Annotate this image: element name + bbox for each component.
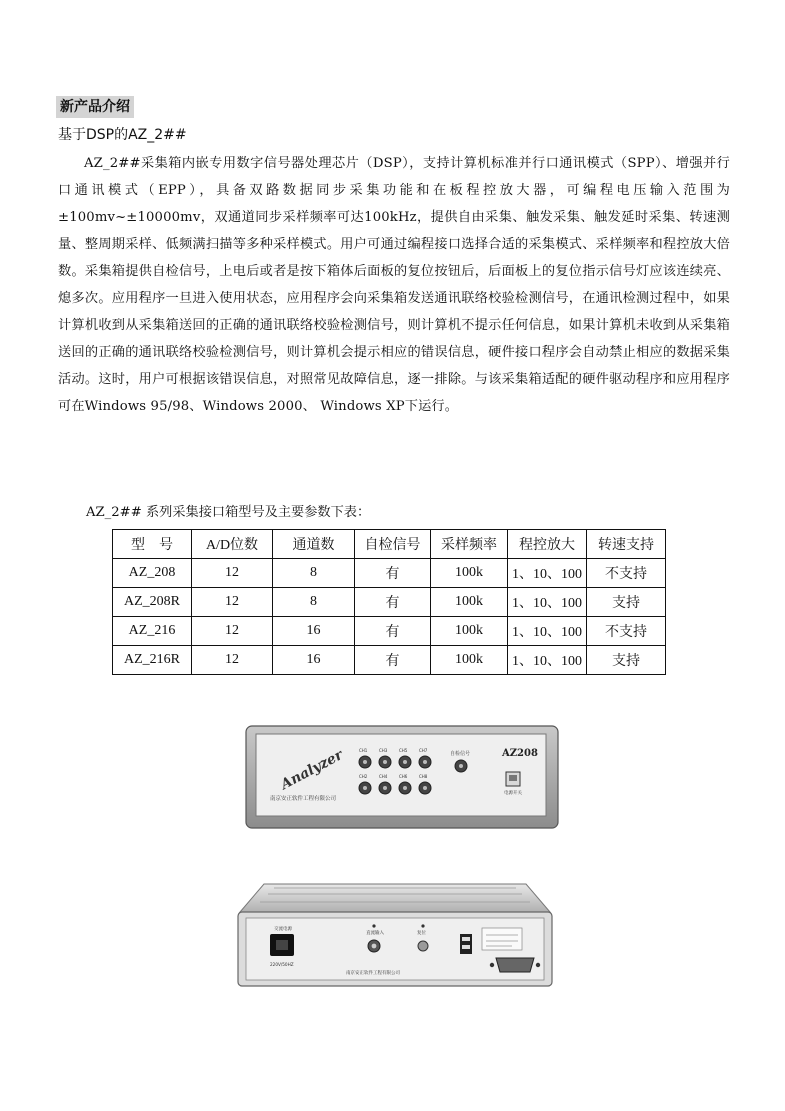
product-subtitle: 基于DSP的AZ_2## [58,127,187,143]
table-cell: 有 [355,617,431,646]
channel-label: CH4 [379,774,388,779]
model-label: AZ208 [502,748,538,759]
channel-label: CH8 [419,774,428,779]
voltage-label: 220V/50HZ [270,962,294,967]
specs-table [112,529,666,675]
table-cell: 有 [355,588,431,617]
table-cell: 12 [192,646,273,675]
table-cell: 16 [273,617,355,646]
table-caption: AZ_2## 系列采集接口箱型号及主要参数下表： [86,505,371,520]
header-cell: 程控放大 [508,530,587,559]
table-row [113,588,666,617]
table-cell: 有 [355,559,431,588]
product-description: AZ_2##采集箱内嵌专用数字信号器处理芯片（DSP），支持计算机标准并行口通讯模式（SPP）、增强并行口通讯模式（EPP），具备双路数据同步采集功能和在板程控放大器，可编程电压输入范围为±100mv~±10000mv，双通道同步采样频率可达100kHz，提供自由采集、触发采集、触发延时采集、转速测量、整周期采样、低频满扫描等多种采样模式。用户可通过编程接口选择合适的采集模式、采样频率和程控放大倍数。采集箱提供自检信号，上电后或者是按下箱体后面板的复位按钮后，后面板上的复位指示信号灯应该连续亮、熄多次。应用程序一旦进入使用状态，应用程序会向采集箱发送通讯联络校验检测信号，在通讯检测过程中，如果计算机收到从采集箱送回的正确的通讯联络校验检测信号，则计算机不提示任何信息，如果计算机未收到从采集箱送回的正确的通讯联络校验检测信号，则计算机会提示相应的错误信息，硬件接口程序会自动禁止相应的数据采集活动。这时，用户可根据该错误信息，对照常见故障信息，逐一排除。与该采集箱适配的硬件驱动程序和应用程序可在Windows 95/98、Windows 2000、 Windows XP下运行。 [58,156,730,414]
header-cell: 采样频率 [431,530,508,559]
channel-label: CH6 [399,774,408,779]
table-cell: AZ_208 [113,559,192,588]
serial-sticker [482,928,522,950]
table-row [113,617,666,646]
rear-power-label: 交流电源 [274,927,292,932]
table-cell: 12 [192,559,273,588]
table-cell: 支持 [587,646,666,675]
table-cell: 12 [192,617,273,646]
table-cell: 12 [192,588,273,617]
table-cell: 1、10、100 [508,588,587,617]
table-cell: 不支持 [587,617,666,646]
table-cell: 不支持 [587,559,666,588]
analyzer-logo: Analyzer [278,747,346,794]
table-cell: 有 [355,646,431,675]
table-cell: 1、10、100 [508,646,587,675]
reset-label: 复位 [417,931,426,936]
channel-label: CH5 [399,748,408,753]
table-cell: 100k [431,559,508,588]
table-cell: 8 [273,559,355,588]
table-cell: 100k [431,588,508,617]
rear-panel-photo [234,878,556,990]
rear-company-label: 南京安正软件工程有限公司 [346,971,400,976]
port-label: 直流输入 [366,931,384,936]
table-cell: 1、10、100 [508,617,587,646]
table-header-row [113,530,666,559]
selftest-bnc-connector [455,760,467,772]
power-switch-label: 电源开关 [504,791,522,796]
header-cell: A/D位数 [192,530,273,559]
table-row [113,559,666,588]
channel-label: CH2 [359,774,368,779]
table-cell: 100k [431,646,508,675]
header-cell: 转速支持 [587,530,666,559]
table-cell: 100k [431,617,508,646]
table-cell: AZ_208R [113,588,192,617]
header-cell: 通道数 [273,530,355,559]
reset-button [418,941,428,951]
table-cell: 支持 [587,588,666,617]
front-panel-photo [244,722,560,832]
header-cell: 型 号 [113,530,192,559]
table-cell: AZ_216R [113,646,192,675]
channel-label: CH7 [419,748,428,753]
front-company-label: 南京安正软件工程有限公司 [270,796,337,802]
channel-label: CH1 [359,748,368,753]
table-cell: AZ_216 [113,617,192,646]
table-cell: 1、10、100 [508,559,587,588]
header-cell: 自检信号 [355,530,431,559]
section-heading: 新产品介绍 [56,96,134,118]
table-row [113,646,666,675]
dc-input-connector [368,940,380,952]
table-cell: 8 [273,588,355,617]
selftest-label: 自检信号 [450,751,471,757]
channel-label: CH3 [379,748,388,753]
table-cell: 16 [273,646,355,675]
